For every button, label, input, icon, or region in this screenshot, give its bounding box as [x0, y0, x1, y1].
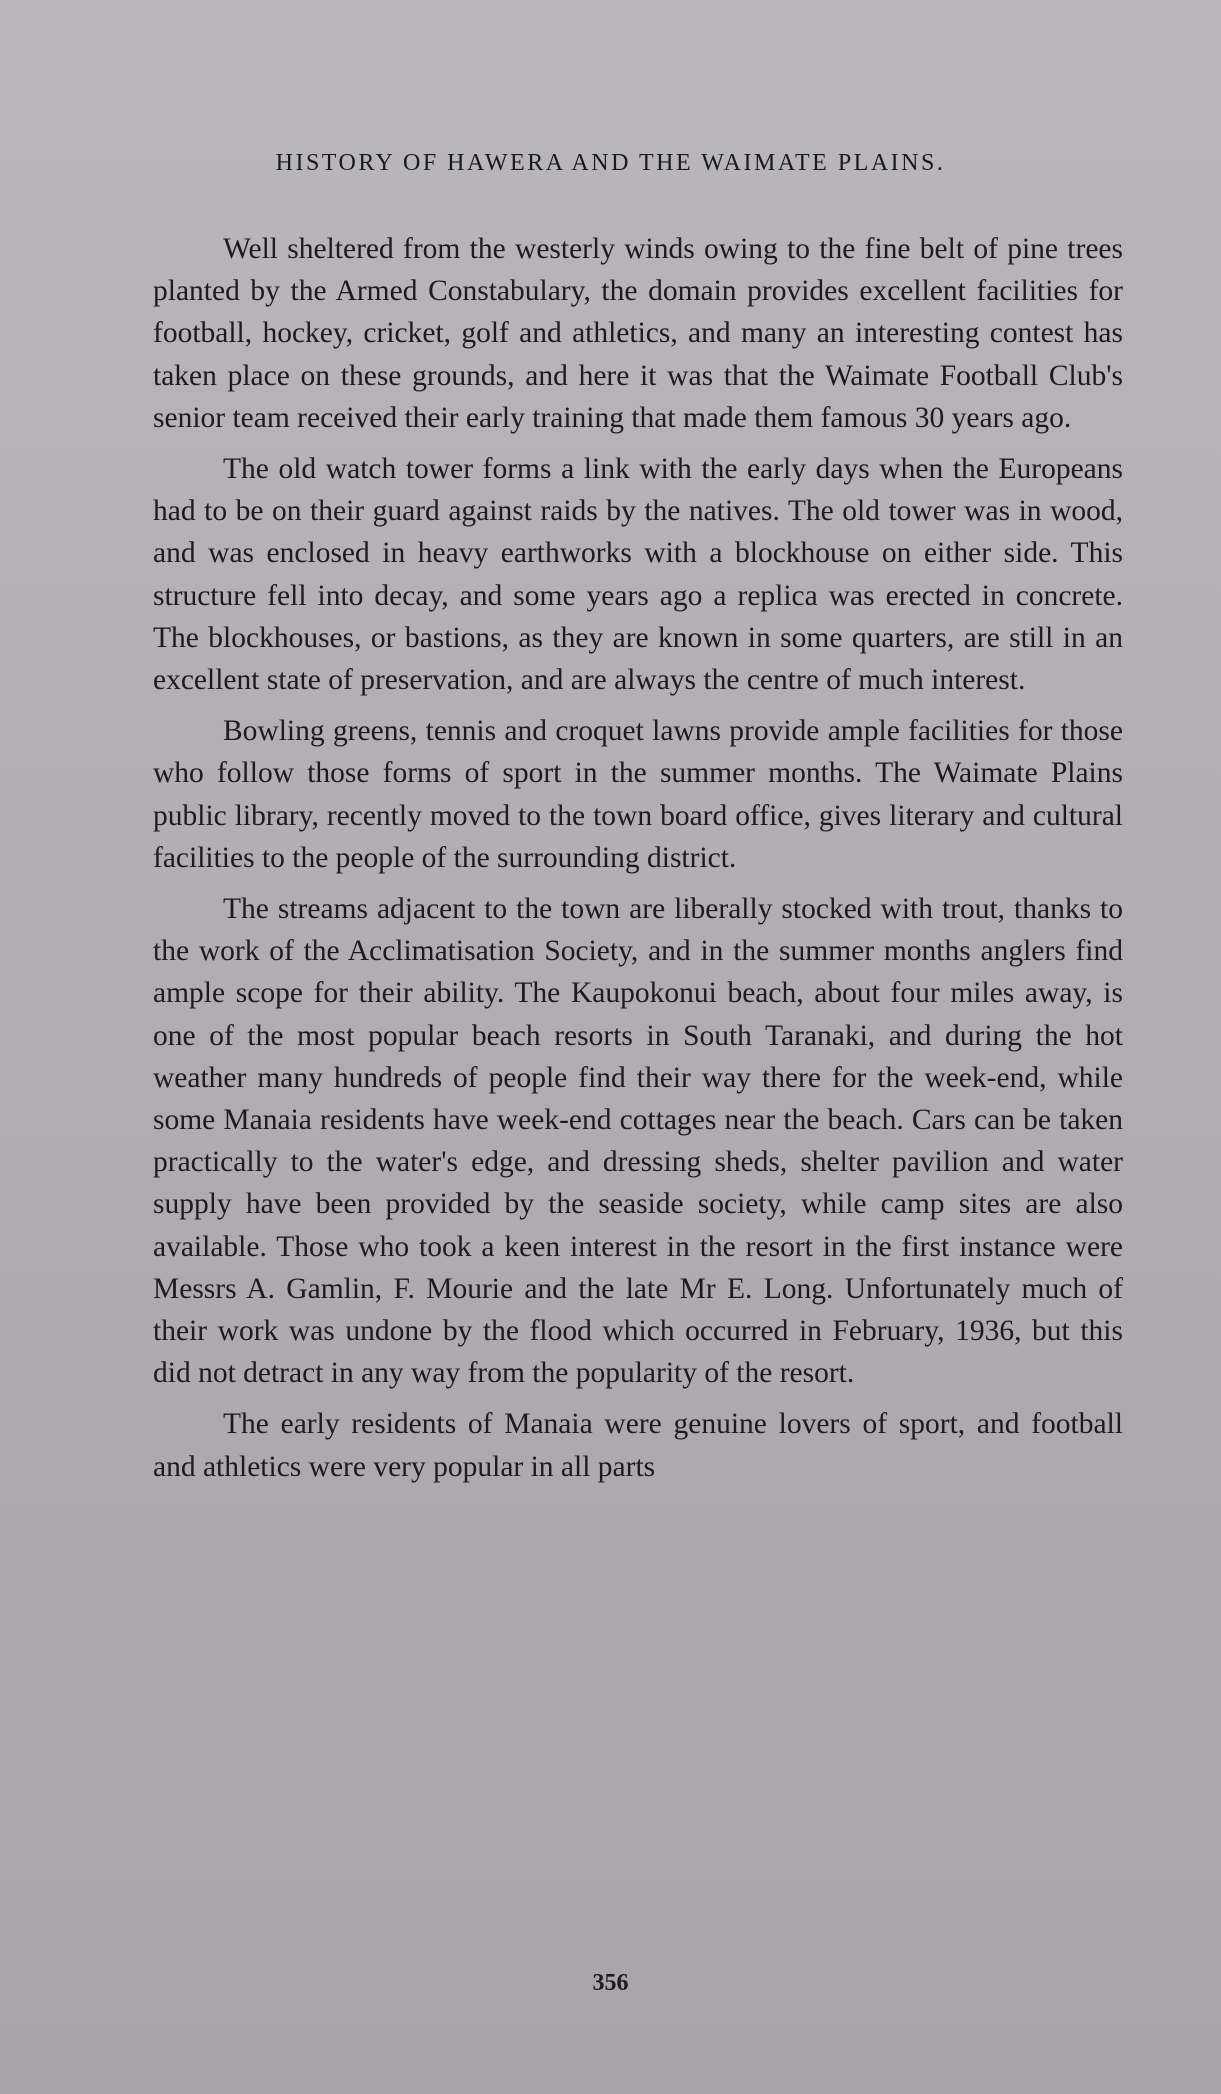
paragraph: The early residents of Manaia were genuine lovers of sport, and football and athletics were very popular in all parts [153, 1408, 1123, 1483]
running-header: HISTORY OF HAWERA AND THE WAIMATE PLAINS. [275, 150, 946, 176]
paragraph: Bowling greens, tennis and croquet lawns provide ample facilities for those who follow those forms of sport in the summer months. The Waimate Plains public library, recently moved to the town board office, gives literary and cultural facilities to the people of the surrounding district. [153, 715, 1123, 874]
body-text [153, 228, 1123, 1497]
paragraph: The streams adjacent to the town are liberally stocked with trout, thanks to the work of the Acclimatisation Society, and in the summer months anglers find ample scope for their ability. The Kaupokonui beach, about four miles away, is one of the most popular beach resorts in South Taranaki, and during the hot weather many hundreds of people find their way there for the week-end, while some Manaia residents have week-end cottages near the beach. Cars can be taken practically to the water's edge, and dressing sheds, shelter pavilion and water supply have been provided by the seaside society, while camp sites are also available. Those who took a keen interest in the resort in the first instance were Messrs A. Gamlin, F. Mourie and the late Mr E. Long. Unfortunately much of their work was undone by the flood which occurred in February, 1936, but this did not detract in any way from the popularity of the resort. [153, 893, 1123, 1390]
paragraph: Well sheltered from the westerly winds owing to the fine belt of pine trees planted by the Armed Constabulary, the domain provides excellent facilities for football, hockey, cricket, golf and athletics, and many an interesting contest has taken place on these grounds, and here it was that the Waimate Football Club's senior team received their early training that made them famous 30 years ago. [153, 233, 1123, 434]
paragraph: The old watch tower forms a link with the early days when the Europeans had to be on their guard against raids by the natives. The old tower was in wood, and was enclosed in heavy earthworks with a blockhouse on either side. This structure fell into decay, and some years ago a replica was erected in concrete. The blockhouses, or bastions, as they are known in some quarters, are still in an excellent state of preservation, and are always the centre of much interest. [153, 453, 1123, 697]
page-number: 356 [592, 1970, 629, 1996]
